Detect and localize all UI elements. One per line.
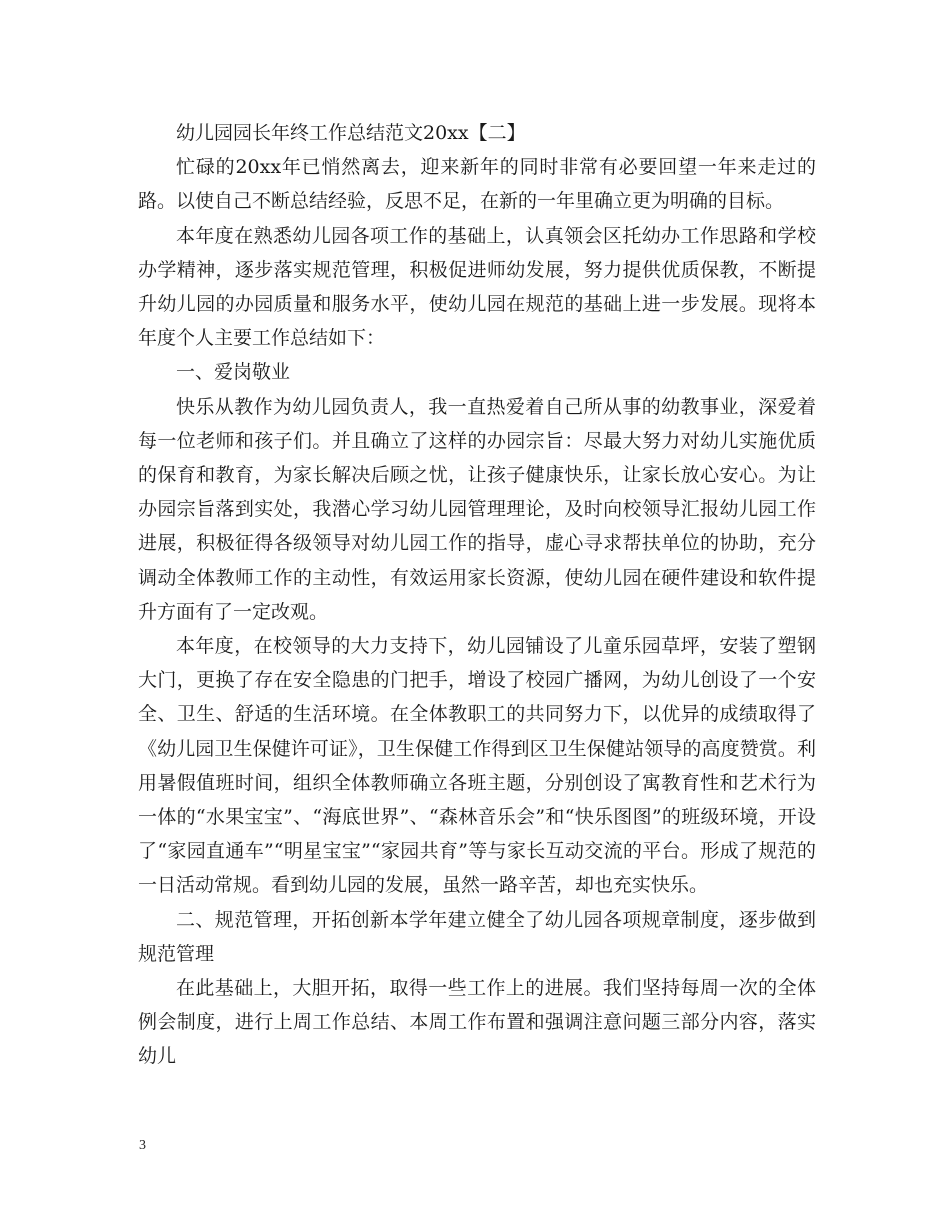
page-number: 3 <box>139 1138 146 1153</box>
paragraph-management: 在此基础上，大胆开拓，取得一些工作上的进展。我们坚持每周一次的全体例会制度，进行上周工作总结、本周工作布置和强调注意问题三部分内容，落实幼儿 <box>138 977 816 1068</box>
paragraph-intro: 忙碌的20xx年已悄然离去，迎来新年的同时非常有必要回望一年来走过的路。以使自己不断总结经验，反思不足，在新的一年里确立更为明确的目标。 <box>138 156 816 213</box>
section-heading-1: 一、爱岗敬业 <box>176 361 291 384</box>
paragraph-environment: 本年度，在校领导的大力支持下，幼儿园铺设了儿童乐园草坪，安装了塑钢大门，更换了存在安全隐患的门把手，增设了校园广播网，为幼儿创设了一个安全、卫生、舒适的生活环境。在全体教职工的共同努力下，以优异的成绩取得了《幼儿园卫生保健许可证》，卫生保健工作得到区卫生保健站领导的高度赞赏。利用暑假值班时间，组织全体教师确立各班主题，分别创设了寓教育性和艺术行为一体的“水果宝宝”、“海底世界”、“森林音乐会”和“快乐图图”的班级环境，开设了“家园直通车”“明星宝宝”“家园共育”等与家长互动交流的平台。形成了规范的一日活动常规。看到幼儿园的发展，虽然一路辛苦，却也充实快乐。 <box>138 635 816 897</box>
paragraph-overview: 本年度在熟悉幼儿园各项工作的基础上，认真领会区托幼办工作思路和学校办学精神，逐步落实规范管理，积极促进师幼发展，努力提供优质保教，不断提升幼儿园的办园质量和服务水平，使幼儿园在规范的基础上进一步发展。现将本年度个人主要工作总结如下： <box>138 224 816 350</box>
section-heading-2: 二、规范管理，开拓创新本学年建立健全了幼儿园各项规章制度，逐步做到规范管理 <box>138 908 816 965</box>
document-title: 幼儿园园长年终工作总结范文20xx【二】 <box>176 122 526 144</box>
paragraph-dedication: 快乐从教作为幼儿园负责人，我一直热爱着自己所从事的幼教事业，深爱着每一位老师和孩子们。并且确立了这样的办园宗旨：尽最大努力对幼儿实施优质的保育和教育，为家长解决后顾之忧，让孩子健康快乐，让家长放心安心。为让办园宗旨落到实处，我潜心学习幼儿园管理理论，及时向校领导汇报幼儿园工作进展，积极征得各级领导对幼儿园工作的指导，虚心寻求帮扶单位的协助，充分调动全体教师工作的主动性，有效运用家长资源，使幼儿园在硬件建设和软件提升方面有了一定改观。 <box>138 395 816 623</box>
document-body <box>138 116 816 1074</box>
